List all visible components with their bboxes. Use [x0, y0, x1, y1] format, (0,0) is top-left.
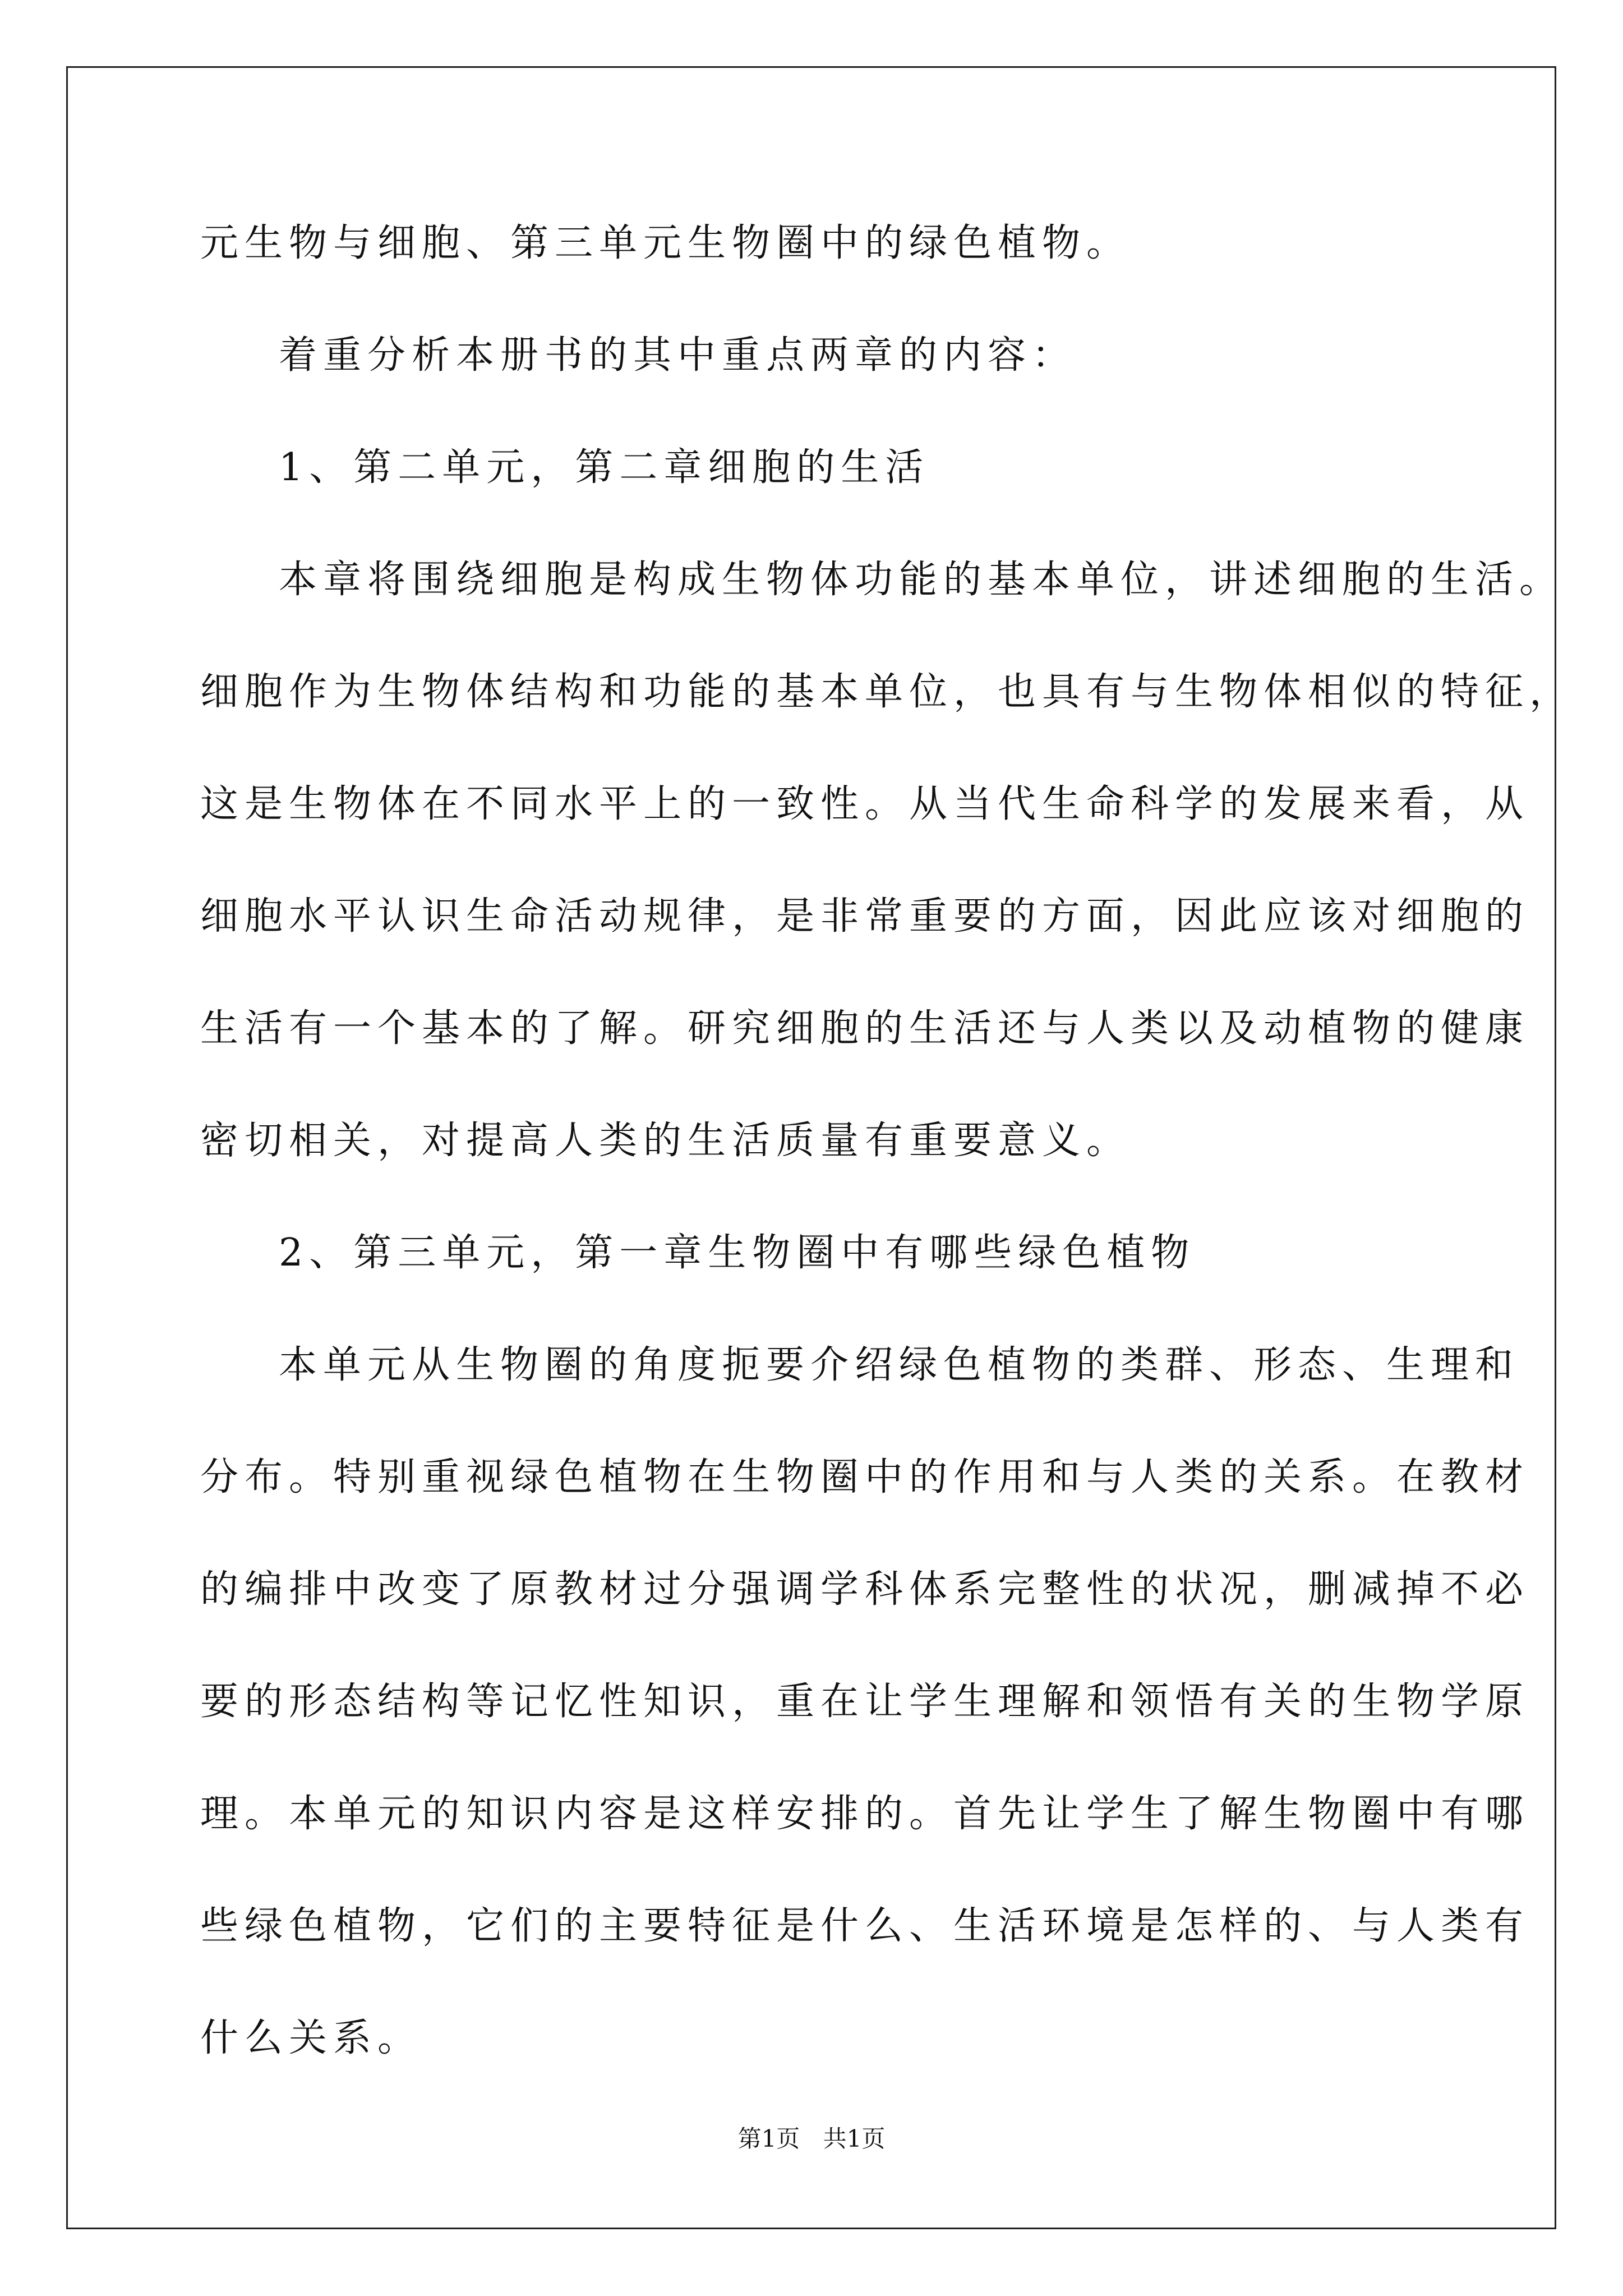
text-line-16: 些绿色植物，它们的主要特征是什么、生活环境是怎样的、与人类有 [200, 1904, 1530, 1948]
text-line-1: 元生物与细胞、第三单元生物圈中的绿色植物。 [200, 221, 1131, 265]
text-line-12: 分布。特别重视绿色植物在生物圈中的作用和与人类的关系。在教材 [200, 1455, 1530, 1499]
section-heading-2: 2、第三单元，第一章生物圈中有哪些绿色植物 [279, 1231, 1196, 1275]
text-line-9: 密切相关，对提高人类的生活质量有重要意义。 [200, 1119, 1131, 1163]
text-line-14: 要的形态结构等记忆性知识，重在让学生理解和领悟有关的生物学原 [200, 1680, 1530, 1724]
text-line-4: 本章将围绕细胞是构成生物体功能的基本单位，讲述细胞的生活。 [279, 558, 1564, 602]
text-line-13: 的编排中改变了原教材过分强调学科体系完整性的状况，删减掉不必 [200, 1567, 1530, 1612]
section-heading-1: 1、第二单元，第二章细胞的生活 [279, 445, 930, 490]
text-line-7: 细胞水平认识生命活动规律，是非常重要的方面，因此应该对细胞的 [200, 894, 1530, 938]
text-line-6: 这是生物体在不同水平上的一致性。从当代生命科学的发展来看，从 [200, 782, 1530, 826]
text-line-8: 生活有一个基本的了解。研究细胞的生活还与人类以及动植物的健康 [200, 1006, 1530, 1051]
paragraph-intro: 着重分析本册书的其中重点两章的内容： [279, 333, 1077, 378]
page-number: 第1页 [737, 2125, 800, 2152]
page-footer [0, 2127, 1623, 2151]
text-line-11: 本单元从生物圈的角度扼要介绍绿色植物的类群、形态、生理和 [279, 1343, 1520, 1387]
text-line-17: 什么关系。 [200, 2016, 422, 2060]
text-line-15: 理。本单元的知识内容是这样安排的。首先让学生了解生物圈中有哪 [200, 1792, 1530, 1836]
text-line-5: 细胞作为生物体结构和功能的基本单位，也具有与生物体相似的特征， [200, 670, 1574, 714]
page-total: 共1页 [823, 2125, 886, 2152]
